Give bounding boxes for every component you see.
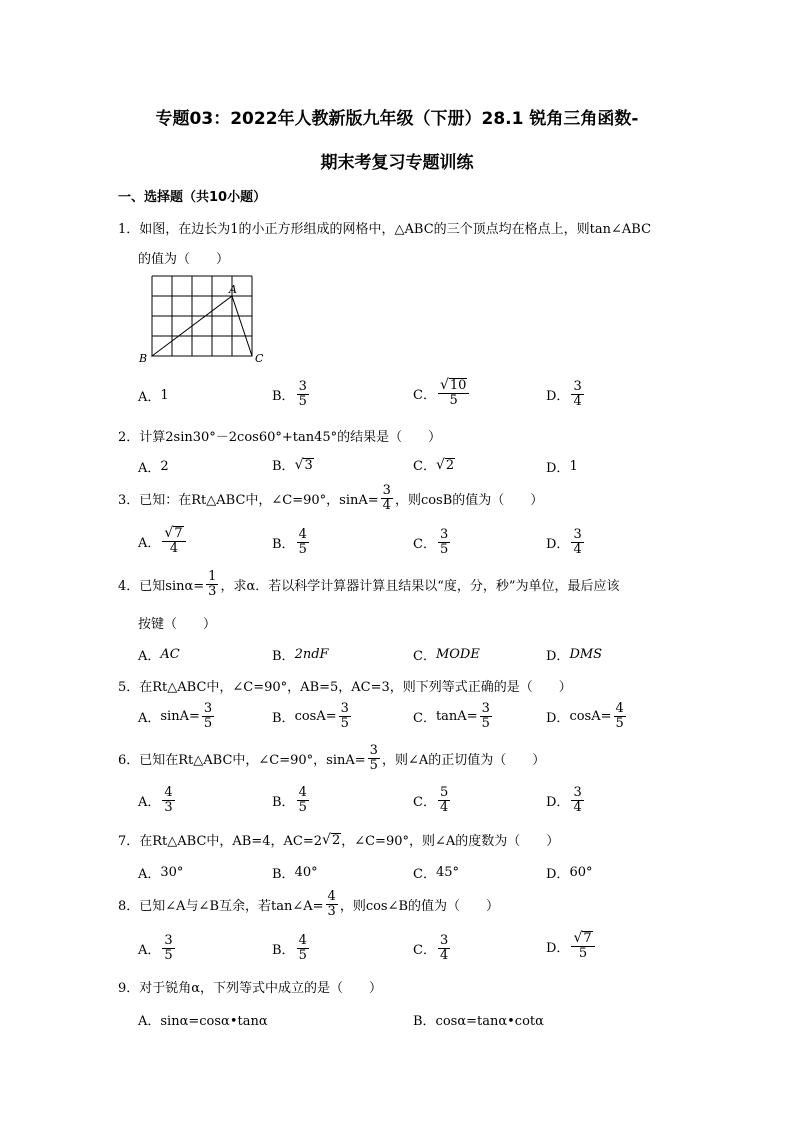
q3-option-d: D． $\frac{3}{4}$: [546, 527, 582, 557]
sqrt-symbol: √ 3: [294, 456, 313, 473]
fraction: $\frac{4}{3}$: [164, 785, 173, 815]
fraction: √ 7 5: [571, 931, 594, 961]
q1-stem-line1: 1．如图，在边长为1的小正方形组成的网格中，△ABC的三个顶点均在格点上，则tan∠ABC: [118, 222, 652, 237]
q1-option-b: B． $\frac{3}{5}$: [272, 379, 307, 409]
q6-option-b: B． $\frac{4}{5}$: [272, 785, 307, 815]
sqrt-symbol: √ 7: [164, 525, 183, 541]
q1-option-c: C． √ 10 5: [413, 378, 471, 408]
q7-option-a: A． 30°: [138, 865, 184, 882]
q2-option-d: D． 1: [546, 459, 578, 476]
fraction: $\frac{3}{4}$: [573, 527, 582, 557]
fraction: $\frac{4}{5}$: [298, 933, 307, 963]
q1-grid-figure: [136, 272, 266, 367]
sqrt-symbol: √ 2: [322, 831, 341, 848]
q1-option-d: D． $\frac{3}{4}$: [546, 379, 582, 409]
q9-option-a: A．sinα=cosα•tanα: [138, 1014, 268, 1029]
q4-stem-line2: 按键（ ）: [138, 617, 217, 632]
q4-option-b: B． 2ndF: [272, 647, 329, 664]
fraction: √ 7 4: [162, 526, 185, 556]
sqrt-symbol: √ 7: [573, 930, 592, 946]
q3-option-b: B． $\frac{4}{5}$: [272, 527, 307, 557]
vertex-label-b: B: [139, 352, 148, 365]
q5-stem: 5．在Rt△ABC中，∠C=90°，AB=5，AC=3，则下列等式正确的是（ ）: [118, 680, 572, 695]
q2-stem: 2．计算2sin30°－2cos60°+tan45°的结果是（ ）: [118, 430, 442, 445]
q7-option-b: B． 40°: [272, 865, 318, 882]
title-line-1: 专题03：2022年人教新版九年级（下册）28.1 锐角三角函数-: [155, 109, 639, 129]
q4-stem-line1: 4．已知sinα= $\frac{1}{3}$ ，求α．若以科学计算器计算且结果以“度，分，秒”为单位，最后应该: [118, 569, 620, 599]
q8-stem: 8．已知∠A与∠B互余，若tan∠A= $\frac{4}{3}$ ，则cos∠B的值为（ ）: [118, 889, 500, 919]
q3-stem: 3．已知：在Rt△ABC中，∠C=90°，sinA= $\frac{3}{4}$ ，则cosB的值为（ ）: [118, 483, 544, 513]
fraction: $\frac{3}{4}$: [573, 379, 582, 409]
q7-option-c: C． 45°: [413, 865, 459, 882]
fraction: $\frac{3}{4}$: [439, 933, 449, 963]
fraction: $\frac{3}{5}$: [439, 527, 449, 557]
q7-stem: 7．在Rt△ABC中，AB=4，AC=2 √ 2 ，∠C=90°，则∠A的度数为（ ）: [118, 831, 560, 849]
grid-lines: [152, 276, 252, 356]
q5-option-c: C． tanA= $\frac{3}{5}$: [413, 701, 490, 731]
vertex-label-a: A: [229, 283, 237, 296]
fraction: $\frac{4}{3}$: [327, 889, 336, 919]
fraction: $\frac{4}{5}$: [298, 527, 307, 557]
fraction: $\frac{4}{5}$: [615, 701, 624, 731]
q2-option-b: B． √ 3: [272, 456, 313, 474]
q9-option-b: B．cosα=tanα•cotα: [413, 1014, 544, 1029]
q4-option-d: D． DMS: [546, 647, 603, 664]
q5-option-b: B． cosA= $\frac{3}{5}$: [272, 701, 349, 731]
fraction: $\frac{3}{5}$: [164, 933, 173, 963]
q2-option-a: A． 2: [138, 459, 169, 476]
triangle-abc: [152, 296, 252, 356]
q8-option-a: A． $\frac{3}{5}$: [138, 933, 173, 963]
fraction: $\frac{1}{3}$: [208, 569, 217, 599]
fraction: $\frac{3}{5}$: [298, 379, 307, 409]
q8-option-c: C． $\frac{3}{4}$: [413, 933, 449, 963]
q2-option-c: C． √ 2: [413, 456, 455, 474]
q6-stem: 6．已知在Rt△ABC中，∠C=90°，sinA= $\frac{3}{5}$ ，则∠A的正切值为（ ）: [118, 743, 546, 773]
fraction: $\frac{5}{4}$: [439, 785, 449, 815]
q6-option-d: D． $\frac{3}{4}$: [546, 785, 582, 815]
fraction: √ 10 5: [438, 378, 469, 408]
q8-option-d: D． √ 7 5: [546, 931, 597, 961]
q6-option-a: A． $\frac{4}{3}$: [138, 785, 173, 815]
q3-option-c: C． $\frac{3}{5}$: [413, 527, 449, 557]
q1-stem-line2: 的值为（ ）: [138, 252, 230, 267]
fraction: $\frac{3}{5}$: [481, 701, 490, 731]
fraction: $\frac{4}{5}$: [298, 785, 307, 815]
q9-stem: 9．对于锐角α，下列等式中成立的是（ ）: [118, 981, 383, 996]
fraction: $\frac{3}{4}$: [573, 785, 582, 815]
vertex-label-c: C: [255, 352, 264, 365]
q5-option-d: D． cosA= $\frac{4}{5}$: [546, 701, 624, 731]
sqrt-symbol: √ 10: [439, 377, 467, 393]
q8-option-b: B． $\frac{4}{5}$: [272, 933, 307, 963]
q4-option-a: A． AC: [138, 647, 180, 664]
title-line-2: 期末考复习专题训练: [320, 153, 474, 173]
fraction: $\frac{3}{5}$: [340, 701, 349, 731]
q7-option-d: D． 60°: [546, 865, 593, 882]
fraction: $\frac{3}{5}$: [203, 701, 213, 731]
sqrt-symbol: √ 2: [435, 456, 455, 473]
q5-option-a: A． sinA= $\frac{3}{5}$: [138, 701, 213, 731]
q6-option-c: C． $\frac{5}{4}$: [413, 785, 449, 815]
section-heading: 一、选择题（共10小题）: [118, 190, 267, 205]
q3-option-a: A． √ 7 4: [138, 526, 188, 556]
fraction: $\frac{3}{5}$: [369, 743, 378, 773]
q1-option-a: A． 1: [138, 388, 169, 405]
fraction: $\frac{3}{4}$: [382, 483, 391, 513]
q4-option-c: C． MODE: [413, 647, 480, 664]
